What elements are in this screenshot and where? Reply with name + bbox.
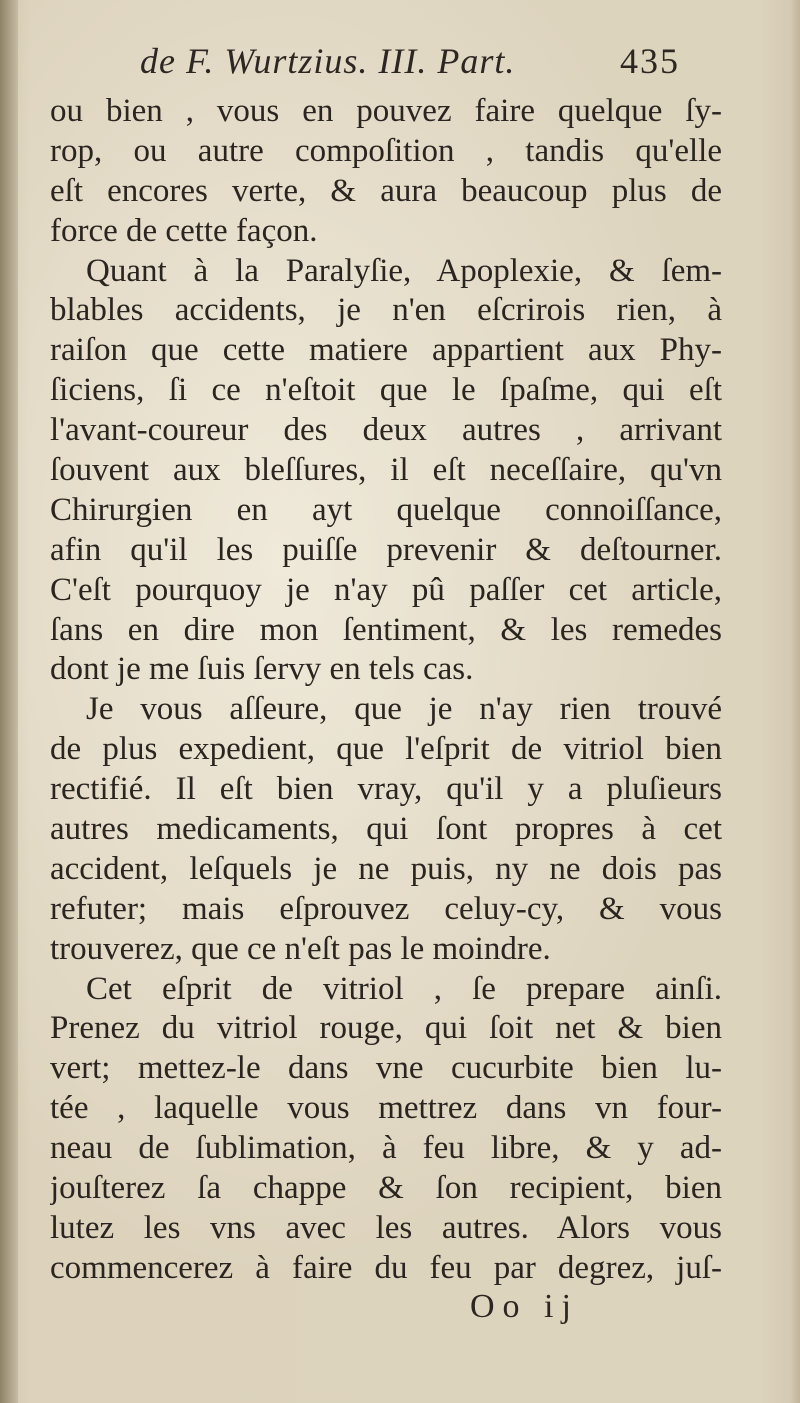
text-line: de plus expedient, que l'eſprit de vitriol bien	[50, 731, 722, 768]
text-line: l'avant-coureur des deux autres , arrivant	[50, 412, 722, 449]
text-line: Je vous aſſeure, que je n'ay rien trouvé	[86, 691, 722, 728]
text-line: afin qu'il les puiſſe prevenir & deſtourner.	[50, 531, 722, 568]
page-spine-shadow	[0, 0, 18, 1403]
text-line: commencerez à faire du feu par degrez, juſ-	[50, 1249, 722, 1286]
text-line: blables accidents, je n'en eſcrirois rien, à	[50, 292, 722, 329]
text-line: rectifié. Il eſt bien vray, qu'il y a pluſieurs	[50, 771, 722, 808]
text-line: tée , laquelle vous mettrez dans vn four-	[50, 1090, 722, 1127]
text-line: C'eſt pourquoy je n'ay pû paſſer cet article,	[50, 571, 722, 608]
text-line: ſiciens, ſi ce n'eſtoit que le ſpaſme, qui eſt	[50, 372, 722, 409]
text-line: vert; mettez-le dans vne cucurbite bien lu-	[50, 1050, 722, 1087]
text-line: force de cette façon.	[50, 212, 318, 249]
text-line: ſans en dire mon ſentiment, & les remedes	[50, 611, 722, 648]
signature-mark: Oo ij	[470, 1288, 579, 1325]
text-line: refuter; mais eſprouvez celuy-cy, & vous	[50, 890, 722, 927]
text-line: lutez les vns avec les autres. Alors vous	[50, 1209, 722, 1246]
text-line: dont je me ſuis ſervy en tels cas.	[50, 651, 474, 688]
text-line: accident, leſquels je ne puis, ny ne dois pas	[50, 850, 722, 887]
text-line: Quant à la Paralyſie, Apoplexie, & ſem-	[86, 252, 722, 289]
page-edge-shadow	[790, 0, 800, 1403]
text-line: ou bien , vous en pouvez faire quelque ſy-	[50, 93, 722, 129]
text-line: Chirurgien en ayt quelque connoiſſance,	[50, 491, 722, 528]
running-title: de F. Wurtzius. III. Part.	[140, 41, 516, 81]
text-line: raiſon que cette matiere appartient aux Phy-	[50, 332, 722, 369]
body-text	[50, 92, 722, 1289]
text-line: jouſterez ſa chappe & ſon recipient, bien	[50, 1170, 722, 1207]
text-line: eſt encores verte, & aura beaucoup plus de	[50, 172, 722, 209]
text-line: Prenez du vitriol rouge, qui ſoit net & bien	[50, 1010, 722, 1047]
page-number: 435	[620, 41, 680, 81]
text-line: rop, ou autre compoſition , tandis qu'elle	[50, 132, 722, 169]
text-line: trouverez, que ce n'eſt pas le moindre.	[50, 930, 551, 967]
text-line: Cet eſprit de vitriol , ſe prepare ainſi.	[86, 970, 722, 1007]
text-line: autres medicaments, qui ſont propres à cet	[50, 811, 722, 848]
text-line: neau de ſublimation, à feu libre, & y ad-	[50, 1130, 722, 1167]
text-line: ſouvent aux bleſſures, il eſt neceſſaire, qu'vn	[50, 452, 722, 489]
